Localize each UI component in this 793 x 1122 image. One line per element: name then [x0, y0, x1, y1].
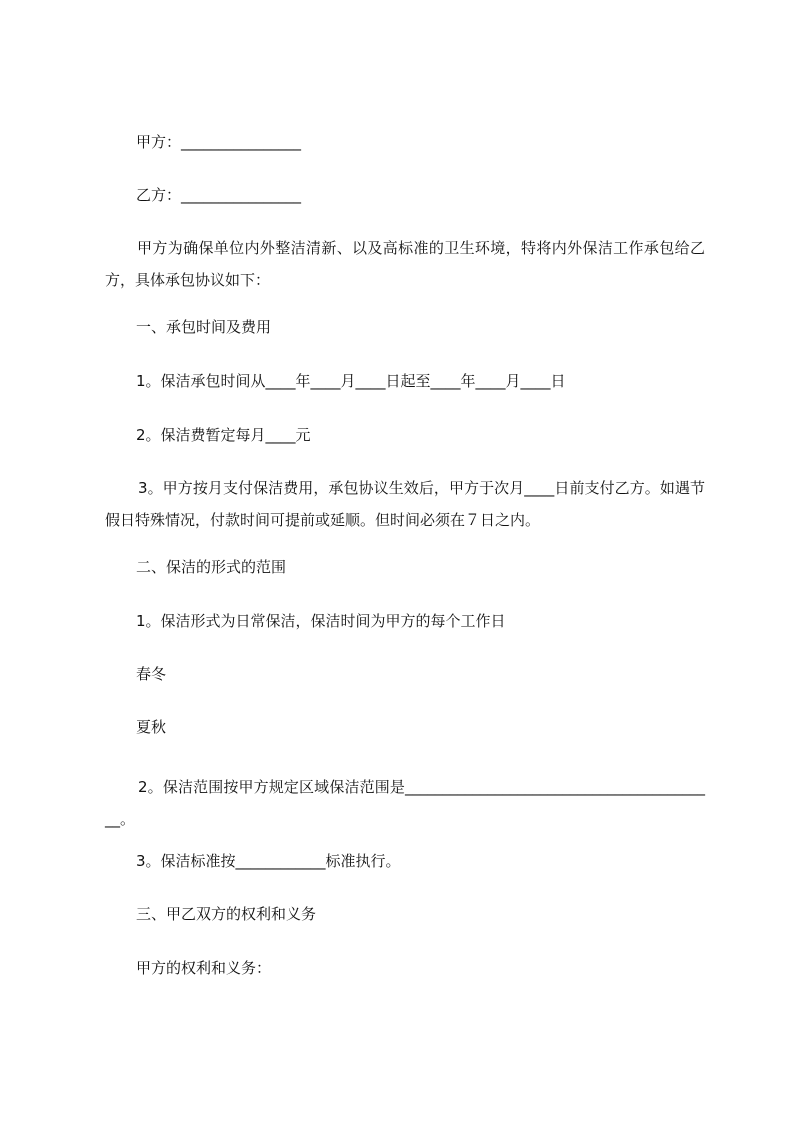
section-2-heading: 二、保洁的形式的范围 [136, 558, 287, 576]
party-a-rights-heading: 甲方的权利和义务： [136, 959, 272, 977]
section-1-item-2: 2。保洁费暂定每月____元 [136, 426, 311, 444]
section-3-heading: 三、甲乙双方的权利和义务 [136, 905, 317, 923]
section-1-heading: 一、承包时间及费用 [136, 318, 272, 336]
party-b-line: 乙方：________________ [136, 186, 302, 204]
party-a-line: 甲方：________________ [136, 133, 302, 151]
season-summer-autumn: 夏秋 [136, 718, 167, 736]
section-2-item-3: 3。保洁标准按____________标准执行。 [136, 852, 401, 870]
season-spring-winter: 春冬 [136, 665, 167, 683]
section-2-item-1: 1。保洁形式为日常保洁，保洁时间为甲方的每个工作日 [136, 612, 506, 630]
section-1-item-3: 3。甲方按月支付保洁费用，承包协议生效后，甲方于次月____日前支付乙方。如遇节假日特殊情况，付款时间可提前或延顺。但时间必须在７日之内。 [105, 479, 705, 529]
section-2-item-2: 2。保洁范围按甲方规定区域保洁范围是__________________________________________。 [105, 778, 705, 828]
intro-paragraph: 甲方为确保单位内外整洁清新、以及高标准的卫生环境，特将内外保洁工作承包给乙方，具体承包协议如下： [105, 239, 705, 289]
section-1-item-1: 1。保洁承包时间从____年____月____日起至____年____月____日 [136, 372, 566, 390]
